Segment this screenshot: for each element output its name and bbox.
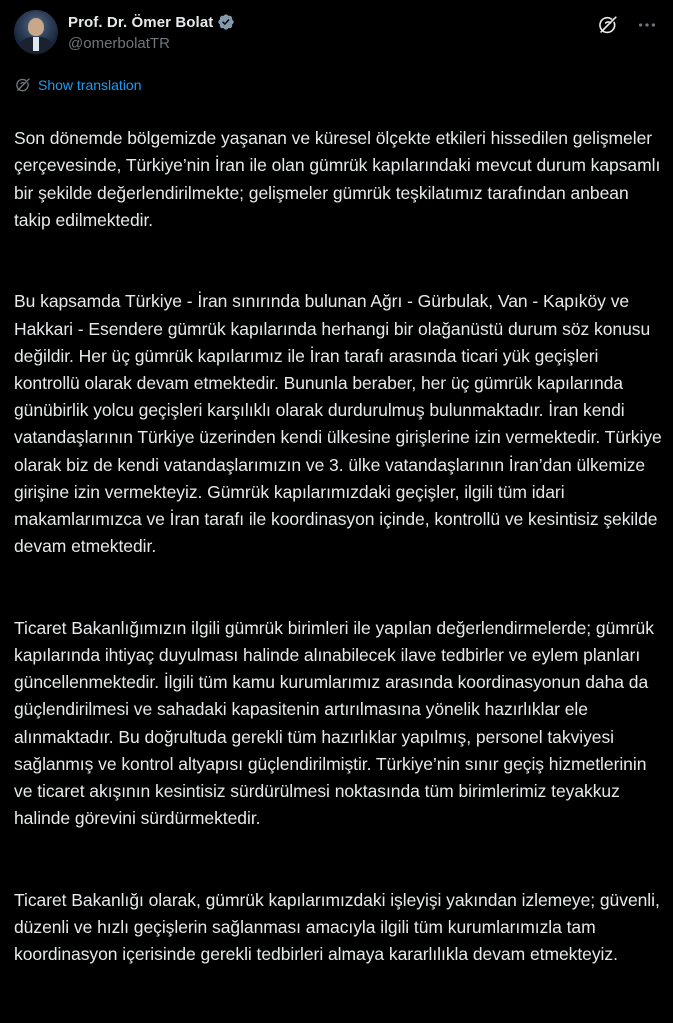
avatar[interactable] [14, 10, 58, 54]
tweet-text [14, 98, 664, 1023]
tweet-header [14, 8, 659, 58]
tweet-paragraph: Bu kapsamda Türkiye - İran sınırında bulunan Ağrı - Gürbulak, Van - Kapıköy ve Hakkari - Esendere gümrük kapılarında herhangi bir olağanüstü durum söz konusu değildir. Her üç gümrük kapılarımız ile İran tarafı arasında ticari yük geçişleri kontrollü olarak devam etmektedir. Bununla beraber, her üç gümrük kapılarında günübirlik yolcu geçişleri karşılıklı olarak durdurulmuş bulunmaktadır. İran kendi vatandaşlarının Türkiye üzerinden kendi ülkesine girişlerine izin vermektedir. Türkiye olarak biz de kendi vatandaşlarımızın ve 3. ülke vatandaşlarının İran’dan ülkemize girişine izin vermekteyiz. Gümrük kapılarımızdaki geçişler, ilgili tüm idari makamlarımızca ve İran tarafı ile koordinasyon içinde, kontrollü ve kesintisiz şekilde devam etmektedir. [14, 291, 662, 557]
avatar-shirt [33, 37, 39, 51]
tweet-paragraph: Ticaret Bakanlığı olarak, gümrük kapılarımızdaki işleyişi yakından izlemeye; güvenli, düzenli ve hızlı geçişlerin sağlanması amacıyla ilgili tüm kurumlarımızla tam koordinasyon içerisinde gerekli tedbirleri almaya kararlılıkla devam etmekteyiz. [14, 889, 660, 965]
avatar-face [28, 18, 44, 36]
tweet-paragraph: Ticaret Bakanlığımızın ilgili gümrük birimleri ile yapılan değerlendirmelerde; gümrük kapılarında ihtiyaç duyulması halinde alınabilecek ilave tedbirler ve eylem planları güncellenmektedir. İlgili tüm kamu kurumlarımız arasında koordinasyonun daha da güçlendirilmesi ve sahadaki kapasitenin artırılmasına yönelik hazırlıklar ele alınmaktadır. Bu doğrultuda gerekli tüm hazırlıklar yapılmış, personel takviyesi sağlanmış ve kontrol altyapısı güçlendirilmiştir. Türkiye’nin sınır geçiş hizmetlerinin ve ticaret akışının kesintisiz sürdürülmesi noktasında tüm birimlerimiz teyakkuz halinde görevini sürdürmektedir. [14, 617, 654, 829]
tweet-paragraph: Son dönemde bölgemizde yaşanan ve küresel ölçekte etkileri hissedilen gelişmeler çerçevesinde, Türkiye’nin İran ile olan gümrük kapılarındaki mevcut durum kapsamlı bir şekilde değerlendirilmekte; gelişmeler gümrük teşkilatımız tarafından anbean takip edilmektedir. [14, 128, 661, 230]
translate-icon [14, 76, 32, 94]
more-options-icon[interactable] [636, 14, 658, 36]
author-handle[interactable]: @omerbolatTR [68, 35, 170, 52]
show-translation-link[interactable]: Show translation [38, 77, 142, 93]
display-name[interactable]: Prof. Dr. Ömer Bolat [68, 13, 214, 31]
author-info [68, 12, 235, 52]
grok-icon[interactable] [597, 14, 619, 36]
show-translation-button[interactable] [14, 76, 142, 94]
verified-badge-icon[interactable] [217, 13, 235, 31]
display-name-row [68, 12, 235, 32]
